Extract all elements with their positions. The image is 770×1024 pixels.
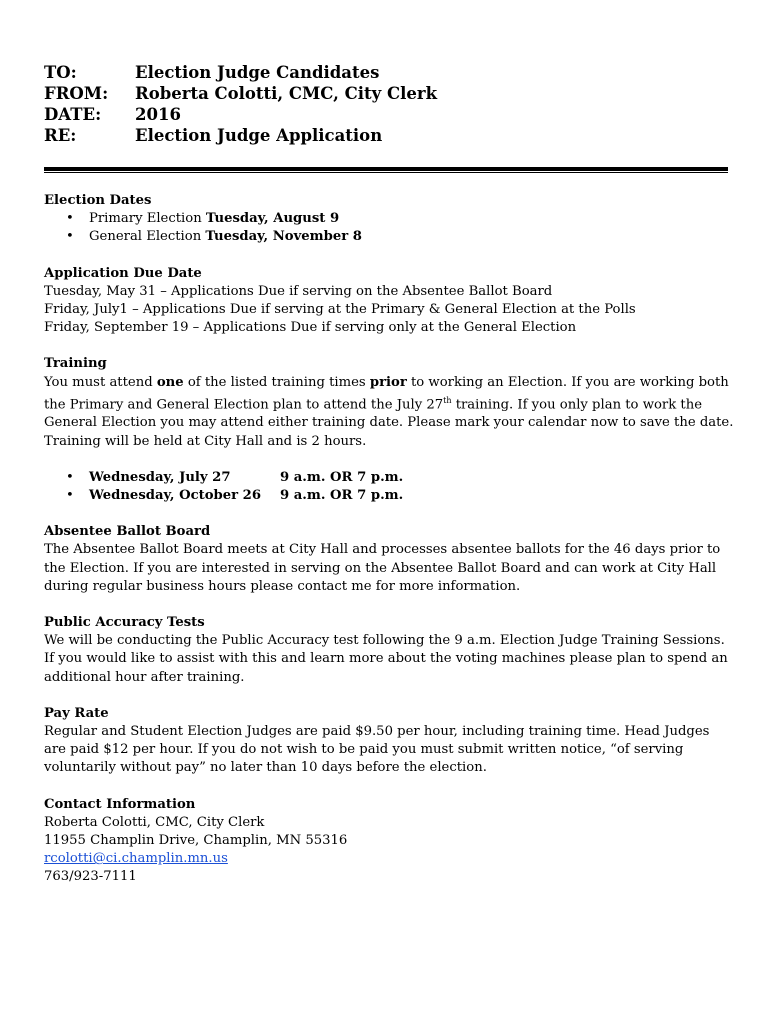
memo-from-value: Roberta Colotti, CMC, City Clerk: [135, 84, 438, 103]
memo-to-row: [44, 62, 734, 83]
header-divider-thick: [44, 167, 728, 171]
due-date-section: [44, 265, 734, 338]
memo-from-label: FROM:: [44, 84, 109, 103]
election-date: Tuesday, August 9: [205, 211, 340, 227]
election-dates-section: [44, 192, 734, 247]
training-text: You must attend: [44, 374, 157, 390]
memo-re-value: Election Judge Application: [135, 126, 383, 145]
memo-re-row: [44, 125, 734, 146]
due-date-heading: Application Due Date: [44, 265, 202, 281]
training-emphasis: one: [156, 374, 184, 390]
list-item: [44, 210, 734, 228]
pay-text: Regular and Student Election Judges are paid $9.50 per hour, including training time. Head Judges are paid $12 per hour. If you do not wish to be paid you must submit written notice, “of serving voluntarily without pay” no later than 10 days before the election.: [44, 724, 710, 776]
election-dates-heading: Election Dates: [44, 193, 152, 208]
election-name: Primary Election: [89, 211, 206, 227]
bullet-icon: •: [66, 211, 74, 227]
memo-date-value: 2016: [135, 105, 181, 124]
training-paragraph: [44, 374, 734, 451]
election-name: General Election: [89, 229, 206, 245]
training-text: training. If you only plan to work the General Election you may attend either training date. Please mark your calendar now to save the date. Training will be held at City Hall and is 2 hours.: [44, 397, 734, 449]
pay-heading: Pay Rate: [44, 705, 109, 721]
session-day: Wednesday, October 26: [89, 488, 262, 504]
contact-name: Roberta Colotti, CMC, City Clerk: [44, 814, 265, 830]
memo-date-label: DATE:: [44, 105, 102, 124]
contact-address: 11955 Champlin Drive, Champlin, MN 55316: [44, 833, 348, 849]
contact-section: [44, 796, 734, 887]
due-date-line: Friday, July1 – Applications Due if serving at the Primary & General Election at the Polls: [44, 302, 636, 318]
list-item: [44, 469, 734, 487]
header-divider-thin: [44, 172, 728, 173]
training-sessions-list: [44, 469, 734, 505]
session-day: Wednesday, July 27: [89, 469, 231, 485]
contact-phone: 763/923-7111: [44, 869, 137, 885]
contact-email-link[interactable]: rcolotti@ci.champlin.mn.us: [44, 851, 228, 867]
election-date: Tuesday, November 8: [205, 229, 362, 245]
bullet-icon: •: [66, 469, 74, 485]
accuracy-section: [44, 614, 734, 687]
training-emphasis: prior: [369, 374, 407, 390]
memo-to-label: TO:: [44, 63, 77, 82]
election-dates-list: [44, 210, 734, 246]
pay-section: [44, 705, 734, 778]
memo-date-row: [44, 104, 734, 125]
due-date-line: Tuesday, May 31 – Applications Due if serving on the Absentee Ballot Board: [44, 283, 553, 299]
memo-re-label: RE:: [44, 126, 77, 145]
accuracy-text: We will be conducting the Public Accuracy test following the 9 a.m. Election Judge Training Sessions. If you would like to assist with this and learn more about the voting machines please plan to spend an additional hour after training.: [44, 633, 728, 685]
memo-to-value: Election Judge Candidates: [135, 63, 380, 82]
memo-from-row: [44, 83, 734, 104]
list-item: [44, 228, 734, 246]
document-body: [44, 192, 734, 905]
due-date-line: Friday, September 19 – Applications Due if serving only at the General Election: [44, 320, 577, 336]
session-time: 9 a.m. OR 7 p.m.: [280, 488, 404, 504]
training-text: to working an Election. If you are working both the Primary and General Election plan to attend the July 27: [44, 374, 729, 413]
absentee-heading: Absentee Ballot Board: [44, 524, 211, 540]
contact-heading: Contact Information: [44, 796, 196, 812]
training-section: [44, 355, 734, 505]
session-time: 9 a.m. OR 7 p.m.: [280, 469, 404, 485]
absentee-section: [44, 523, 734, 596]
training-heading: Training: [44, 356, 107, 372]
ordinal-suffix: th: [443, 395, 452, 405]
accuracy-heading: Public Accuracy Tests: [44, 615, 205, 631]
bullet-icon: •: [66, 229, 74, 245]
absentee-text: The Absentee Ballot Board meets at City Hall and processes absentee ballots for the 46 days prior to the Election. If you are interested in serving on the Absentee Ballot Board and can work at City Hall during regular business hours please contact me for more information.: [44, 542, 721, 594]
bullet-icon: •: [66, 488, 74, 504]
memo-header: [44, 62, 734, 146]
list-item: [44, 487, 734, 505]
training-text: of the listed training times: [183, 374, 370, 390]
